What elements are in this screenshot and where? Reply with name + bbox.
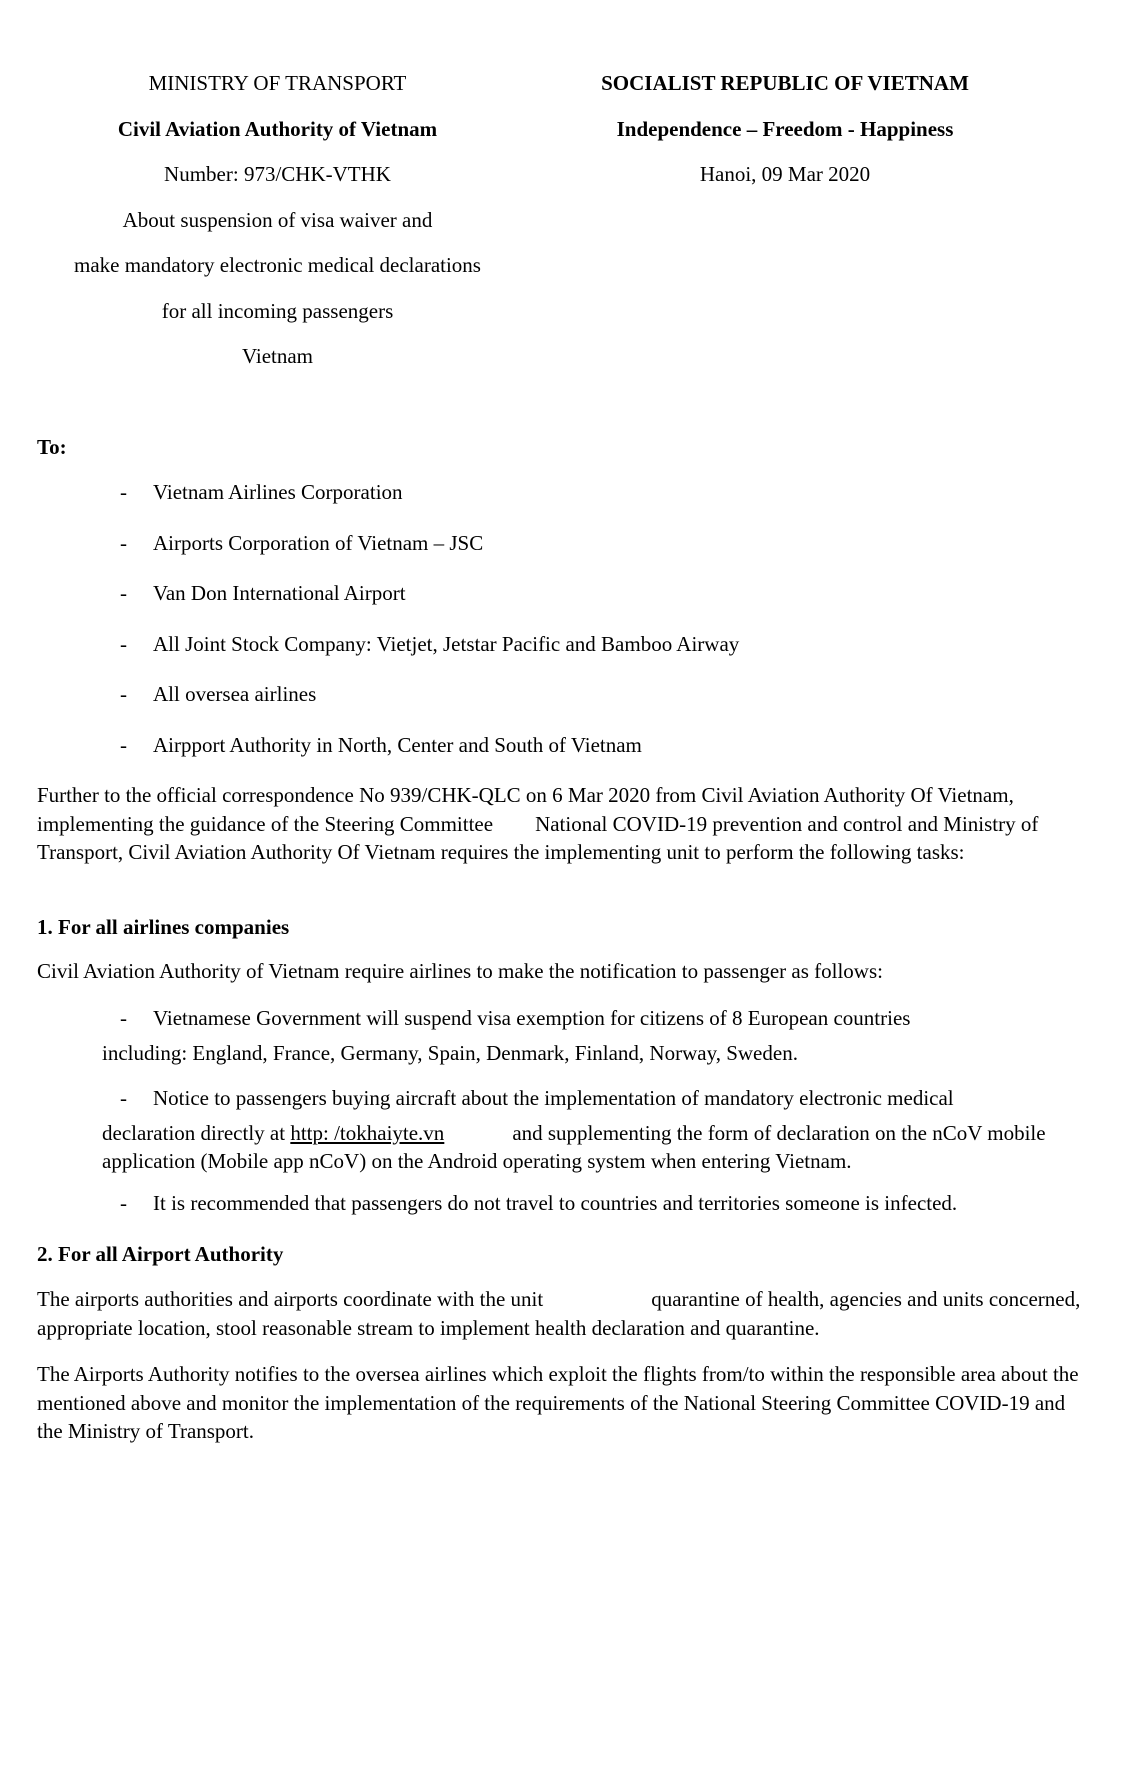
national-motto: Independence – Freedom - Happiness — [616, 116, 954, 141]
recipient-item — [120, 578, 739, 629]
recipient-name: Van Don International Airport — [153, 581, 406, 605]
recipient-name: Vietnam Airlines Corporation — [153, 480, 403, 504]
bullet-text: Notice to passengers buying aircraft about the implementation of mandatory electronic medical — [153, 1086, 954, 1110]
bullet-text: and supplementing the form of declaration on the nCoV mobile application (Mobile app nCoV) on the Android operating system when entering Vietnam. — [102, 1120, 1046, 1173]
subject-line: Vietnam — [241, 344, 314, 368]
paragraph-text: quarantine of health, agencies and units concerned, appropriate location, stool reasonable stream to implement health declaration and quarantine. — [37, 1287, 1081, 1340]
bullet-text: declaration directly at — [102, 1120, 286, 1145]
bullet-dash: - — [120, 1006, 127, 1030]
bullet-dash: - — [120, 530, 127, 555]
place-date: Hanoi, 09 Mar 2020 — [699, 162, 871, 186]
recipient-item — [120, 528, 739, 579]
bullet-text: including: England, France, Germany, Spain, Denmark, Finland, Norway, Sweden. — [102, 1040, 798, 1065]
subject-line: About suspension of visa waiver and — [122, 207, 433, 232]
recipient-name: Airports Corporation of Vietnam – JSC — [153, 530, 484, 555]
bullet-dash: - — [120, 631, 127, 656]
recipient-item — [120, 629, 739, 680]
national-heading — [540, 68, 1030, 205]
ministry-name: MINISTRY OF TRANSPORT — [148, 71, 407, 95]
recipient-item — [120, 477, 739, 528]
bullet-dash: - — [120, 581, 127, 605]
section-2-paragraph — [37, 1360, 1082, 1446]
notice-bullet — [102, 1084, 1082, 1176]
notice-bullet — [102, 1189, 1082, 1218]
to-label: To: — [37, 435, 67, 459]
section-1-lead — [37, 957, 1082, 986]
intro-text: National COVID-19 prevention and control and Ministry of Transport, Civil Aviation Authority Of Vietnam requires the implementing unit to perform the following tasks: — [37, 811, 1039, 864]
intro-text: Further to the official correspondence No 939/CHK-QLC on 6 Mar 2020 from Civil Aviation Authority Of Vietnam, implementing the guidance of the Steering Committee — [37, 783, 1014, 836]
paragraph-text: The airports authorities and airports coordinate with the unit — [37, 1287, 544, 1311]
subject-line: for all incoming passengers — [161, 298, 394, 323]
section-2-paragraph — [37, 1285, 1082, 1342]
authority-name: Civil Aviation Authority of Vietnam — [117, 116, 438, 141]
recipient-item — [120, 730, 739, 781]
section-2-title: 2. For all Airport Authority — [37, 1242, 284, 1266]
subject-line: make mandatory electronic medical declarations — [74, 253, 481, 277]
intro-paragraph — [37, 781, 1082, 867]
bullet-dash: - — [120, 1086, 127, 1110]
recipient-list — [120, 477, 739, 780]
declaration-link[interactable]: http: /tokhaiyte.vn — [290, 1120, 445, 1145]
section-1-title: 1. For all airlines companies — [37, 915, 290, 939]
recipient-name: All Joint Stock Company: Vietjet, Jetstar Pacific and Bamboo Airway — [153, 631, 740, 656]
recipient-name: All oversea airlines — [153, 682, 317, 706]
sender-block — [40, 68, 515, 387]
section-1-lead-text: Civil Aviation Authority of Vietnam require airlines to make the notification to passenger as follows: — [37, 959, 883, 983]
bullet-dash: - — [120, 1191, 127, 1215]
paragraph-text: The Airports Authority notifies to the oversea airlines which exploit the flights from/to within the responsible area about the mentioned above and monitor the implementation of the requirements of the National Steering Committee COVID-19 and the Ministry of Transport. — [37, 1362, 1079, 1443]
bullet-text: Vietnamese Government will suspend visa exemption for citizens of 8 European countries — [153, 1006, 911, 1030]
republic-name: SOCIALIST REPUBLIC OF VIETNAM — [601, 71, 969, 95]
recipient-item — [120, 679, 739, 730]
bullet-dash: - — [120, 682, 127, 706]
bullet-dash: - — [120, 480, 127, 504]
recipient-name: Airpport Authority in North, Center and South of Vietnam — [153, 732, 642, 757]
notice-bullet — [102, 1004, 1082, 1067]
bullet-text: It is recommended that passengers do not travel to countries and territories someone is infected. — [153, 1191, 958, 1215]
bullet-dash: - — [120, 732, 127, 757]
document-number: Number: 973/CHK-VTHK — [164, 162, 391, 186]
